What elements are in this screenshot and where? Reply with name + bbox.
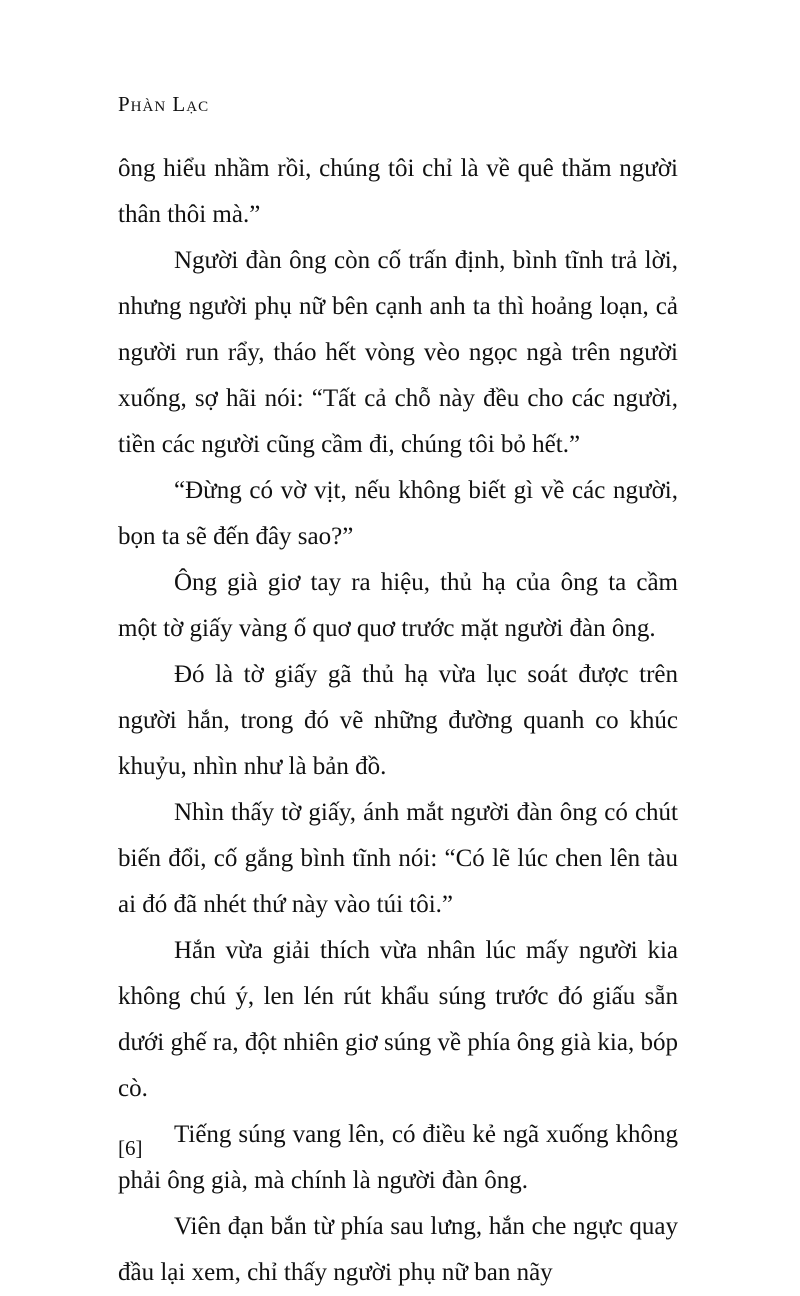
running-header: Phàn Lạc	[118, 92, 210, 116]
page-body	[118, 146, 678, 1296]
paragraph-3: “Đừng có vờ vịt, nếu không biết gì về các người, bọn ta sẽ đến đây sao?”	[118, 477, 678, 550]
page-number: [6]	[118, 1136, 143, 1160]
paragraph-5: Đó là tờ giấy gã thủ hạ vừa lục soát được trên người hắn, trong đó vẽ những đường quanh co khúc khuỷu, nhìn như là bản đồ.	[118, 661, 678, 780]
paragraph-8: Tiếng súng vang lên, có điều kẻ ngã xuống không phải ông già, mà chính là người đàn ông.	[118, 1121, 678, 1194]
paragraph-7: Hắn vừa giải thích vừa nhân lúc mấy người kia không chú ý, len lén rút khẩu súng trước đó giấu sẵn dưới ghế ra, đột nhiên giơ súng về phía ông già kia, bóp cò.	[118, 937, 678, 1102]
paragraph-9: Viên đạn bắn từ phía sau lưng, hắn che ngực quay đầu lại xem, chỉ thấy người phụ nữ ban nãy	[118, 1213, 678, 1286]
paragraph-4: Ông già giơ tay ra hiệu, thủ hạ của ông ta cầm một tờ giấy vàng ố quơ quơ trước mặt người đàn ông.	[118, 569, 678, 642]
paragraph-1: ông hiểu nhầm rồi, chúng tôi chỉ là về quê thăm người thân thôi mà.”	[118, 155, 678, 228]
paragraph-6: Nhìn thấy tờ giấy, ánh mắt người đàn ông có chút biến đổi, cố gắng bình tĩnh nói: “Có lẽ lúc chen lên tàu ai đó đã nhét thứ này vào túi tôi.”	[118, 799, 678, 918]
paragraph-2: Người đàn ông còn cố trấn định, bình tĩnh trả lời, nhưng người phụ nữ bên cạnh anh ta thì hoảng loạn, cả người run rẩy, tháo hết vòng vèo ngọc ngà trên người xuống, sợ hãi nói: “Tất cả chỗ này đều cho các người, tiền các người cũng cầm đi, chúng tôi bỏ hết.”	[118, 247, 678, 458]
